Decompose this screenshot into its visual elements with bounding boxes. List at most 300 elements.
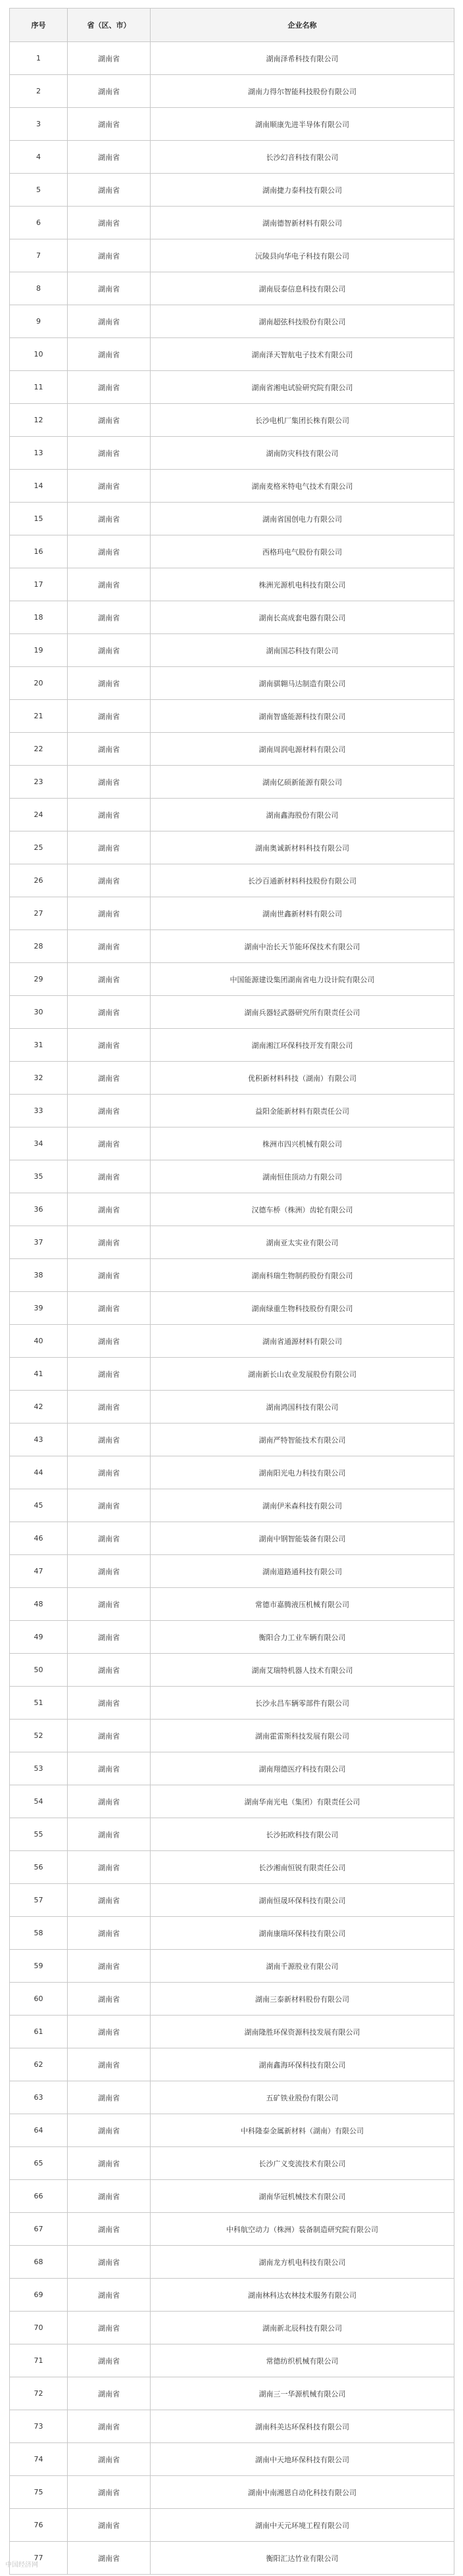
table-row bbox=[10, 2344, 454, 2377]
cell-serial: 72 bbox=[10, 2377, 68, 2410]
table-row bbox=[10, 2180, 454, 2213]
cell-company: 湖南泽希科技有限公司 bbox=[151, 42, 454, 75]
cell-province: 湖南省 bbox=[68, 1687, 151, 1720]
cell-province: 湖南省 bbox=[68, 1193, 151, 1226]
cell-serial: 71 bbox=[10, 2344, 68, 2377]
cell-province: 湖南省 bbox=[68, 2147, 151, 2180]
table-row bbox=[10, 1193, 454, 1226]
cell-province: 湖南省 bbox=[68, 1226, 151, 1259]
cell-serial: 19 bbox=[10, 634, 68, 667]
cell-company: 益阳金能新材料有限责任公司 bbox=[151, 1095, 454, 1127]
cell-serial: 28 bbox=[10, 930, 68, 963]
cell-province: 湖南省 bbox=[68, 1752, 151, 1785]
cell-company: 株洲光源机电科技有限公司 bbox=[151, 568, 454, 601]
cell-province: 湖南省 bbox=[68, 766, 151, 799]
cell-serial: 33 bbox=[10, 1095, 68, 1127]
cell-company: 中科航空动力（株洲）装备制造研究院有限公司 bbox=[151, 2213, 454, 2246]
cell-serial: 24 bbox=[10, 799, 68, 831]
cell-company: 湖南智盛能源科技有限公司 bbox=[151, 700, 454, 733]
table-row bbox=[10, 601, 454, 634]
table-header bbox=[10, 9, 454, 42]
cell-company: 湖南华南光电（集团）有限责任公司 bbox=[151, 1785, 454, 1818]
cell-province: 湖南省 bbox=[68, 75, 151, 108]
cell-company: 湖南新长山农业发展股份有限公司 bbox=[151, 1358, 454, 1391]
cell-company: 湖南华冠机械技术有限公司 bbox=[151, 2180, 454, 2213]
cell-company: 湖南霍雷斯科技发展有限公司 bbox=[151, 1720, 454, 1752]
cell-company: 湖南中钢智能装备有限公司 bbox=[151, 1522, 454, 1555]
cell-province: 湖南省 bbox=[68, 996, 151, 1029]
cell-province: 湖南省 bbox=[68, 2081, 151, 2114]
cell-serial: 3 bbox=[10, 108, 68, 141]
table-row bbox=[10, 831, 454, 864]
table-row bbox=[10, 2542, 454, 2575]
table-row bbox=[10, 733, 454, 766]
cell-company: 长沙永昌车辆零部件有限公司 bbox=[151, 1687, 454, 1720]
table-row bbox=[10, 1752, 454, 1785]
cell-serial: 43 bbox=[10, 1424, 68, 1456]
cell-serial: 58 bbox=[10, 1917, 68, 1950]
table-row bbox=[10, 1818, 454, 1851]
cell-serial: 39 bbox=[10, 1292, 68, 1325]
cell-company: 优积新材料科技（湖南）有限公司 bbox=[151, 1062, 454, 1095]
cell-company: 湖南艾瑞特机器人技术有限公司 bbox=[151, 1654, 454, 1687]
cell-serial: 73 bbox=[10, 2410, 68, 2443]
cell-company: 长沙百通新材料科技股份有限公司 bbox=[151, 864, 454, 897]
cell-serial: 70 bbox=[10, 2312, 68, 2344]
cell-company: 衡阳汇达竹业有限公司 bbox=[151, 2542, 454, 2575]
cell-serial: 11 bbox=[10, 371, 68, 404]
cell-province: 湖南省 bbox=[68, 2476, 151, 2509]
cell-serial: 38 bbox=[10, 1259, 68, 1292]
table-row bbox=[10, 2410, 454, 2443]
table-row bbox=[10, 437, 454, 470]
cell-province: 湖南省 bbox=[68, 1325, 151, 1358]
cell-province: 湖南省 bbox=[68, 2312, 151, 2344]
cell-serial: 9 bbox=[10, 305, 68, 338]
cell-serial: 61 bbox=[10, 2016, 68, 2048]
table-row bbox=[10, 1292, 454, 1325]
table-row bbox=[10, 1325, 454, 1358]
table-row bbox=[10, 141, 454, 174]
table-row bbox=[10, 667, 454, 700]
cell-company: 湖南兵器轻武器研究所有限责任公司 bbox=[151, 996, 454, 1029]
cell-company: 衡阳合力工业车辆有限公司 bbox=[151, 1621, 454, 1654]
cell-province: 湖南省 bbox=[68, 1950, 151, 1983]
cell-province: 湖南省 bbox=[68, 141, 151, 174]
cell-company: 湖南顺康先进半导体有限公司 bbox=[151, 108, 454, 141]
cell-serial: 12 bbox=[10, 404, 68, 437]
table-row bbox=[10, 338, 454, 371]
table-row bbox=[10, 1226, 454, 1259]
cell-serial: 56 bbox=[10, 1851, 68, 1884]
cell-company: 湖南龙方机电科技有限公司 bbox=[151, 2246, 454, 2279]
cell-company: 湖南严特智能技术有限公司 bbox=[151, 1424, 454, 1456]
cell-province: 湖南省 bbox=[68, 1720, 151, 1752]
cell-serial: 55 bbox=[10, 1818, 68, 1851]
cell-province: 湖南省 bbox=[68, 503, 151, 535]
cell-company: 湖南伊米森科技有限公司 bbox=[151, 1489, 454, 1522]
table-row bbox=[10, 996, 454, 1029]
table-row bbox=[10, 2048, 454, 2081]
cell-province: 湖南省 bbox=[68, 535, 151, 568]
table-row bbox=[10, 1127, 454, 1160]
cell-company: 湖南中天元环境工程有限公司 bbox=[151, 2509, 454, 2542]
cell-serial: 30 bbox=[10, 996, 68, 1029]
cell-province: 湖南省 bbox=[68, 1588, 151, 1621]
cell-company: 湖南阳光电力科技有限公司 bbox=[151, 1456, 454, 1489]
cell-serial: 52 bbox=[10, 1720, 68, 1752]
table-row bbox=[10, 1160, 454, 1193]
cell-province: 湖南省 bbox=[68, 1884, 151, 1917]
cell-company: 湖南中治长天节能环保技术有限公司 bbox=[151, 930, 454, 963]
table-row bbox=[10, 1456, 454, 1489]
cell-province: 湖南省 bbox=[68, 2048, 151, 2081]
cell-company: 湖南林科达农林技术服务有限公司 bbox=[151, 2279, 454, 2312]
cell-province: 湖南省 bbox=[68, 2016, 151, 2048]
cell-serial: 31 bbox=[10, 1029, 68, 1062]
cell-serial: 49 bbox=[10, 1621, 68, 1654]
cell-province: 湖南省 bbox=[68, 174, 151, 207]
cell-province: 湖南省 bbox=[68, 2180, 151, 2213]
cell-serial: 69 bbox=[10, 2279, 68, 2312]
cell-company: 湖南超弦科技股份有限公司 bbox=[151, 305, 454, 338]
cell-company: 株洲市四兴机械有限公司 bbox=[151, 1127, 454, 1160]
table-row bbox=[10, 2476, 454, 2509]
cell-company: 湖南省湘电试验研究院有限公司 bbox=[151, 371, 454, 404]
cell-province: 湖南省 bbox=[68, 2377, 151, 2410]
cell-company: 湖南千源股业有限公司 bbox=[151, 1950, 454, 1983]
cell-company: 湖南翔德医疗科技有限公司 bbox=[151, 1752, 454, 1785]
cell-serial: 50 bbox=[10, 1654, 68, 1687]
table-row bbox=[10, 404, 454, 437]
cell-province: 湖南省 bbox=[68, 1259, 151, 1292]
cell-serial: 44 bbox=[10, 1456, 68, 1489]
cell-company: 湖南道路通科技有限公司 bbox=[151, 1555, 454, 1588]
table-row bbox=[10, 239, 454, 272]
cell-serial: 37 bbox=[10, 1226, 68, 1259]
cell-company: 中科隆泰金属新材料（湖南）有限公司 bbox=[151, 2114, 454, 2147]
cell-company: 湖南长高成套电器有限公司 bbox=[151, 601, 454, 634]
cell-province: 湖南省 bbox=[68, 1292, 151, 1325]
table-row bbox=[10, 2279, 454, 2312]
cell-company: 西格玛电气股份有限公司 bbox=[151, 535, 454, 568]
cell-province: 湖南省 bbox=[68, 601, 151, 634]
cell-company: 湖南周润电源材料有限公司 bbox=[151, 733, 454, 766]
cell-serial: 40 bbox=[10, 1325, 68, 1358]
cell-serial: 45 bbox=[10, 1489, 68, 1522]
table-row bbox=[10, 568, 454, 601]
table-row bbox=[10, 1687, 454, 1720]
cell-serial: 4 bbox=[10, 141, 68, 174]
table-row bbox=[10, 930, 454, 963]
table-row bbox=[10, 766, 454, 799]
cell-company: 湖南奥诚新材料科技有限公司 bbox=[151, 831, 454, 864]
table-row bbox=[10, 371, 454, 404]
cell-company: 沅陵县向华电子科技有限公司 bbox=[151, 239, 454, 272]
table-row bbox=[10, 1424, 454, 1456]
company-list-sheet bbox=[9, 8, 454, 2575]
cell-serial: 46 bbox=[10, 1522, 68, 1555]
table-row bbox=[10, 2114, 454, 2147]
cell-province: 湖南省 bbox=[68, 963, 151, 996]
cell-serial: 1 bbox=[10, 42, 68, 75]
cell-serial: 64 bbox=[10, 2114, 68, 2147]
table-row bbox=[10, 2147, 454, 2180]
table-row bbox=[10, 305, 454, 338]
cell-company: 湖南力得尔智能科技股份有限公司 bbox=[151, 75, 454, 108]
cell-serial: 26 bbox=[10, 864, 68, 897]
table-row bbox=[10, 1522, 454, 1555]
cell-province: 湖南省 bbox=[68, 1358, 151, 1391]
table-row bbox=[10, 1358, 454, 1391]
cell-serial: 63 bbox=[10, 2081, 68, 2114]
table-row bbox=[10, 1720, 454, 1752]
table-row bbox=[10, 1588, 454, 1621]
cell-province: 湖南省 bbox=[68, 2509, 151, 2542]
cell-province: 湖南省 bbox=[68, 338, 151, 371]
cell-serial: 68 bbox=[10, 2246, 68, 2279]
cell-province: 湖南省 bbox=[68, 2344, 151, 2377]
cell-company: 湖南中天地环保科技有限公司 bbox=[151, 2443, 454, 2476]
cell-company: 常德市嘉腾液压机械有限公司 bbox=[151, 1588, 454, 1621]
header-row bbox=[10, 9, 454, 42]
cell-company: 湖南湘江环保科技开发有限公司 bbox=[151, 1029, 454, 1062]
table-row bbox=[10, 1095, 454, 1127]
cell-serial: 57 bbox=[10, 1884, 68, 1917]
cell-serial: 22 bbox=[10, 733, 68, 766]
cell-company: 湖南麦格米特电气技术有限公司 bbox=[151, 470, 454, 503]
cell-province: 湖南省 bbox=[68, 108, 151, 141]
header-company: 企业名称 bbox=[151, 9, 454, 42]
cell-province: 湖南省 bbox=[68, 437, 151, 470]
cell-province: 湖南省 bbox=[68, 897, 151, 930]
cell-province: 湖南省 bbox=[68, 2114, 151, 2147]
cell-province: 湖南省 bbox=[68, 207, 151, 239]
cell-province: 湖南省 bbox=[68, 2213, 151, 2246]
cell-serial: 76 bbox=[10, 2509, 68, 2542]
cell-province: 湖南省 bbox=[68, 1621, 151, 1654]
table-row bbox=[10, 1785, 454, 1818]
cell-province: 湖南省 bbox=[68, 2246, 151, 2279]
table-row bbox=[10, 1851, 454, 1884]
table-row bbox=[10, 108, 454, 141]
cell-company: 湖南绿重生物科技股份有限公司 bbox=[151, 1292, 454, 1325]
cell-serial: 60 bbox=[10, 1983, 68, 2016]
table-row bbox=[10, 864, 454, 897]
cell-serial: 41 bbox=[10, 1358, 68, 1391]
cell-company: 长沙幻音科技有限公司 bbox=[151, 141, 454, 174]
cell-serial: 5 bbox=[10, 174, 68, 207]
watermark-text: 中国经济网 bbox=[5, 2562, 38, 2569]
table-row bbox=[10, 272, 454, 305]
cell-serial: 77 bbox=[10, 2542, 68, 2575]
table-row bbox=[10, 1062, 454, 1095]
cell-company: 湖南骐翱马达制造有限公司 bbox=[151, 667, 454, 700]
table-row bbox=[10, 174, 454, 207]
cell-company: 湖南德智新材料有限公司 bbox=[151, 207, 454, 239]
cell-serial: 65 bbox=[10, 2147, 68, 2180]
cell-province: 湖南省 bbox=[68, 700, 151, 733]
cell-serial: 67 bbox=[10, 2213, 68, 2246]
cell-company: 湖南防灾科技有限公司 bbox=[151, 437, 454, 470]
cell-company: 汉德车桥（株洲）齿轮有限公司 bbox=[151, 1193, 454, 1226]
cell-company: 湖南世鑫新材料有限公司 bbox=[151, 897, 454, 930]
cell-serial: 62 bbox=[10, 2048, 68, 2081]
cell-province: 湖南省 bbox=[68, 667, 151, 700]
cell-province: 湖南省 bbox=[68, 1489, 151, 1522]
cell-province: 湖南省 bbox=[68, 2443, 151, 2476]
cell-company: 长沙湘南恒锐有限责任公司 bbox=[151, 1851, 454, 1884]
cell-company: 湖南中南湘恩自动化科技有限公司 bbox=[151, 2476, 454, 2509]
table-row bbox=[10, 75, 454, 108]
cell-company: 湖南省通源材料有限公司 bbox=[151, 1325, 454, 1358]
table-row bbox=[10, 1259, 454, 1292]
table-row bbox=[10, 2246, 454, 2279]
cell-serial: 15 bbox=[10, 503, 68, 535]
cell-serial: 36 bbox=[10, 1193, 68, 1226]
cell-serial: 74 bbox=[10, 2443, 68, 2476]
cell-serial: 51 bbox=[10, 1687, 68, 1720]
cell-serial: 53 bbox=[10, 1752, 68, 1785]
cell-serial: 25 bbox=[10, 831, 68, 864]
table-row bbox=[10, 1950, 454, 1983]
table-row bbox=[10, 799, 454, 831]
table-row bbox=[10, 470, 454, 503]
cell-serial: 10 bbox=[10, 338, 68, 371]
cell-province: 湖南省 bbox=[68, 2542, 151, 2575]
cell-company: 湖南新北辰科技有限公司 bbox=[151, 2312, 454, 2344]
table-row bbox=[10, 2081, 454, 2114]
cell-company: 中国能源建设集团湖南省电力设计院有限公司 bbox=[151, 963, 454, 996]
table-row bbox=[10, 2213, 454, 2246]
cell-province: 湖南省 bbox=[68, 1391, 151, 1424]
cell-province: 湖南省 bbox=[68, 1062, 151, 1095]
cell-serial: 48 bbox=[10, 1588, 68, 1621]
table-row bbox=[10, 897, 454, 930]
table-row bbox=[10, 2377, 454, 2410]
table-row bbox=[10, 2016, 454, 2048]
cell-serial: 66 bbox=[10, 2180, 68, 2213]
company-table bbox=[9, 8, 454, 2575]
cell-company: 长沙广义变流技术有限公司 bbox=[151, 2147, 454, 2180]
cell-serial: 8 bbox=[10, 272, 68, 305]
cell-serial: 47 bbox=[10, 1555, 68, 1588]
cell-province: 湖南省 bbox=[68, 404, 151, 437]
table-row bbox=[10, 503, 454, 535]
cell-company: 湖南鑫海环保科技有限公司 bbox=[151, 2048, 454, 2081]
cell-company: 长沙拓欧科技有限公司 bbox=[151, 1818, 454, 1851]
header-province: 省（区、市） bbox=[68, 9, 151, 42]
cell-province: 湖南省 bbox=[68, 1654, 151, 1687]
cell-serial: 34 bbox=[10, 1127, 68, 1160]
cell-province: 湖南省 bbox=[68, 1160, 151, 1193]
table-row bbox=[10, 634, 454, 667]
cell-serial: 21 bbox=[10, 700, 68, 733]
table-row bbox=[10, 1029, 454, 1062]
cell-province: 湖南省 bbox=[68, 864, 151, 897]
cell-company: 常德纺织机械有限公司 bbox=[151, 2344, 454, 2377]
cell-company: 湖南三泰新材料股份有限公司 bbox=[151, 1983, 454, 2016]
cell-serial: 75 bbox=[10, 2476, 68, 2509]
table-row bbox=[10, 1983, 454, 2016]
cell-serial: 35 bbox=[10, 1160, 68, 1193]
cell-province: 湖南省 bbox=[68, 831, 151, 864]
cell-province: 湖南省 bbox=[68, 1522, 151, 1555]
cell-serial: 54 bbox=[10, 1785, 68, 1818]
cell-serial: 14 bbox=[10, 470, 68, 503]
cell-province: 湖南省 bbox=[68, 1424, 151, 1456]
table-row bbox=[10, 1489, 454, 1522]
cell-serial: 2 bbox=[10, 75, 68, 108]
table-row bbox=[10, 2509, 454, 2542]
cell-company: 湖南鑫海股份有限公司 bbox=[151, 799, 454, 831]
table-row bbox=[10, 700, 454, 733]
cell-serial: 16 bbox=[10, 535, 68, 568]
cell-company: 五矿铁业股份有限公司 bbox=[151, 2081, 454, 2114]
header-serial: 序号 bbox=[10, 9, 68, 42]
cell-company: 湖南国芯科技有限公司 bbox=[151, 634, 454, 667]
cell-province: 湖南省 bbox=[68, 1983, 151, 2016]
cell-serial: 27 bbox=[10, 897, 68, 930]
cell-province: 湖南省 bbox=[68, 1127, 151, 1160]
table-row bbox=[10, 207, 454, 239]
cell-province: 湖南省 bbox=[68, 1851, 151, 1884]
cell-company: 湖南捷力泰科技有限公司 bbox=[151, 174, 454, 207]
cell-province: 湖南省 bbox=[68, 930, 151, 963]
cell-province: 湖南省 bbox=[68, 1818, 151, 1851]
cell-company: 湖南恒佳顶动力有限公司 bbox=[151, 1160, 454, 1193]
cell-province: 湖南省 bbox=[68, 2279, 151, 2312]
cell-company: 湖南亿硕新能源有限公司 bbox=[151, 766, 454, 799]
table-row bbox=[10, 1391, 454, 1424]
cell-serial: 59 bbox=[10, 1950, 68, 1983]
cell-province: 湖南省 bbox=[68, 1917, 151, 1950]
cell-province: 湖南省 bbox=[68, 733, 151, 766]
cell-province: 湖南省 bbox=[68, 239, 151, 272]
cell-company: 湖南省国创电力有限公司 bbox=[151, 503, 454, 535]
table-row bbox=[10, 2312, 454, 2344]
table-row bbox=[10, 1654, 454, 1687]
cell-province: 湖南省 bbox=[68, 470, 151, 503]
cell-province: 湖南省 bbox=[68, 42, 151, 75]
cell-serial: 42 bbox=[10, 1391, 68, 1424]
cell-province: 湖南省 bbox=[68, 634, 151, 667]
cell-serial: 32 bbox=[10, 1062, 68, 1095]
table-row bbox=[10, 1884, 454, 1917]
table-row bbox=[10, 1917, 454, 1950]
table-row bbox=[10, 963, 454, 996]
cell-serial: 29 bbox=[10, 963, 68, 996]
cell-province: 湖南省 bbox=[68, 371, 151, 404]
cell-province: 湖南省 bbox=[68, 1456, 151, 1489]
cell-company: 湖南泽天智航电子技术有限公司 bbox=[151, 338, 454, 371]
cell-province: 湖南省 bbox=[68, 272, 151, 305]
cell-company: 湖南亚太实业有限公司 bbox=[151, 1226, 454, 1259]
table-row bbox=[10, 42, 454, 75]
cell-serial: 6 bbox=[10, 207, 68, 239]
cell-company: 长沙电机厂集团长株有限公司 bbox=[151, 404, 454, 437]
cell-province: 湖南省 bbox=[68, 799, 151, 831]
cell-province: 湖南省 bbox=[68, 568, 151, 601]
table-row bbox=[10, 2443, 454, 2476]
cell-serial: 7 bbox=[10, 239, 68, 272]
cell-province: 湖南省 bbox=[68, 1785, 151, 1818]
table-body bbox=[10, 42, 454, 2575]
cell-province: 湖南省 bbox=[68, 1555, 151, 1588]
cell-province: 湖南省 bbox=[68, 305, 151, 338]
table-row bbox=[10, 535, 454, 568]
cell-company: 湖南隆胜环保资源科技发展有限公司 bbox=[151, 2016, 454, 2048]
